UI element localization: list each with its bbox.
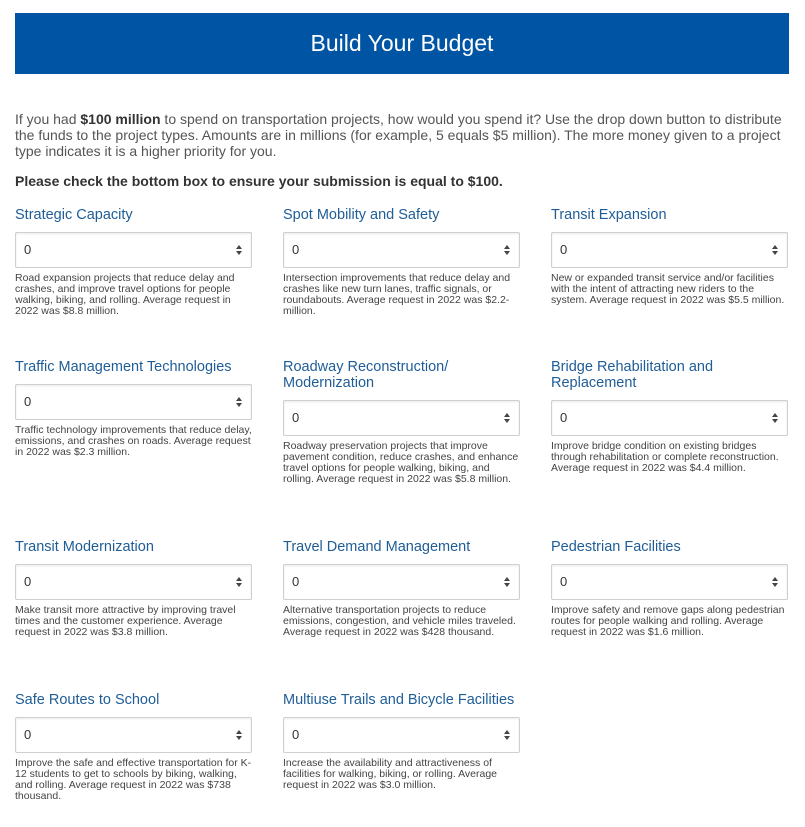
amount-select[interactable] (283, 232, 520, 268)
amount-select-value: 0 (24, 574, 32, 589)
category-description: Improve safety and remove gaps along pedestrian routes for people walking and rolling. Average request in 2022 was $1.6 million. (551, 604, 785, 638)
amount-select-value: 0 (292, 574, 300, 589)
updown-arrows-icon (503, 410, 511, 426)
amount-select[interactable] (551, 564, 788, 600)
category-description: Improve bridge condition on existing bridges through rehabilitation or complete reconstruction. Average request in 2022 was $4.4 million. (551, 440, 779, 474)
category-title: Transit Modernization (15, 539, 154, 555)
amount-select-value: 0 (24, 394, 32, 409)
category-description: Traffic technology improvements that reduce delay, emissions, and crashes on roads. Average request in 2022 was $2.3 million. (15, 424, 252, 458)
updown-arrows-icon (235, 727, 243, 743)
updown-arrows-icon (771, 410, 779, 426)
category-traffic-management-technologies (15, 359, 252, 458)
amount-select[interactable] (283, 400, 520, 436)
category-safe-routes-to-school (15, 692, 252, 802)
page-title: Build Your Budget (310, 30, 494, 56)
category-title: Travel Demand Management (283, 539, 471, 555)
amount-select-value: 0 (24, 242, 32, 257)
updown-arrows-icon (235, 574, 243, 590)
amount-select[interactable] (15, 717, 252, 753)
category-description: Make transit more attractive by improving travel times and the customer experience. Average request in 2022 was $3.8 million. (15, 604, 236, 638)
category-strategic-capacity (15, 207, 252, 317)
amount-select[interactable] (283, 564, 520, 600)
amount-select-value: 0 (560, 574, 568, 589)
amount-select[interactable] (283, 717, 520, 753)
category-transit-modernization (15, 539, 252, 638)
intro-budget-amount: $100 million (80, 111, 161, 127)
page-header (15, 13, 789, 74)
updown-arrows-icon (503, 574, 511, 590)
category-description: Intersection improvements that reduce delay and crashes like new turn lanes, traffic signals, or roundabouts. Average request in 2022 was $2.2-million. (283, 272, 511, 317)
category-description: Improve the safe and effective transportation for K-12 students to get to schools by biking, walking, and rolling. Average request in 2022 was $738 thousand. (15, 757, 252, 802)
intro-text (15, 111, 785, 159)
amount-select[interactable] (551, 400, 788, 436)
amount-select[interactable] (551, 232, 788, 268)
category-title: Pedestrian Facilities (551, 539, 681, 555)
category-title: Safe Routes to School (15, 692, 160, 708)
updown-arrows-icon (235, 242, 243, 258)
amount-select-value: 0 (560, 242, 568, 257)
amount-select-value: 0 (292, 727, 300, 742)
updown-arrows-icon (771, 242, 779, 258)
updown-arrows-icon (503, 242, 511, 258)
amount-select-value: 0 (292, 410, 300, 425)
updown-arrows-icon (235, 394, 243, 410)
intro-text-start: If you had (15, 111, 81, 127)
category-description: Roadway preservation projects that improve pavement condition, reduce crashes, and enhance travel options for people walking, biking, and rolling. Average request in 2022 was $5.8 million. (283, 440, 519, 485)
category-description: Increase the availability and attractiveness of facilities for walking, biking, or rolling. Average request in 2022 was $3.0 million. (283, 757, 497, 791)
category-bridge-rehabilitation (551, 359, 788, 474)
category-spot-mobility-safety (283, 207, 520, 317)
category-title: Roadway Reconstruction/ Modernization (283, 359, 449, 391)
check-note: Please check the bottom box to ensure your submission is equal to $100. (15, 173, 503, 189)
updown-arrows-icon (503, 727, 511, 743)
category-description: Alternative transportation projects to reduce emissions, congestion, and vehicle miles traveled. Average request in 2022 was $428 thousand. (283, 604, 516, 638)
category-title: Bridge Rehabilitation and Replacement (551, 359, 714, 391)
amount-select-value: 0 (24, 727, 32, 742)
amount-select-value: 0 (560, 410, 568, 425)
category-multiuse-trails-bicycle (283, 692, 520, 791)
category-description: New or expanded transit service and/or facilities with the intent of attracting new riders to the system. Average request in 2022 was $5.5 million. (551, 272, 785, 306)
category-pedestrian-facilities (551, 539, 788, 638)
category-title: Multiuse Trails and Bicycle Facilities (283, 692, 515, 708)
intro-text-rest: to spend on transportation projects, how would you spend it? Use the drop down button to distribute the funds to the project types. Amounts are in millions (for example, 5 equals $5 million). The more money given to a project type indicates it is a higher priority for you. (15, 111, 782, 159)
category-transit-expansion (551, 207, 788, 306)
category-title: Strategic Capacity (15, 207, 133, 223)
updown-arrows-icon (771, 574, 779, 590)
category-travel-demand-management (283, 539, 520, 638)
amount-select[interactable] (15, 232, 252, 268)
category-title: Spot Mobility and Safety (283, 207, 440, 223)
category-description: Road expansion projects that reduce delay and crashes, and improve travel options for people walking, biking, and rolling. Average request in 2022 was $8.8 million. (15, 272, 235, 317)
category-roadway-reconstruction (283, 359, 520, 485)
category-title: Traffic Management Technologies (15, 359, 232, 375)
amount-select-value: 0 (292, 242, 300, 257)
amount-select[interactable] (15, 384, 252, 420)
category-title: Transit Expansion (551, 207, 667, 223)
amount-select[interactable] (15, 564, 252, 600)
